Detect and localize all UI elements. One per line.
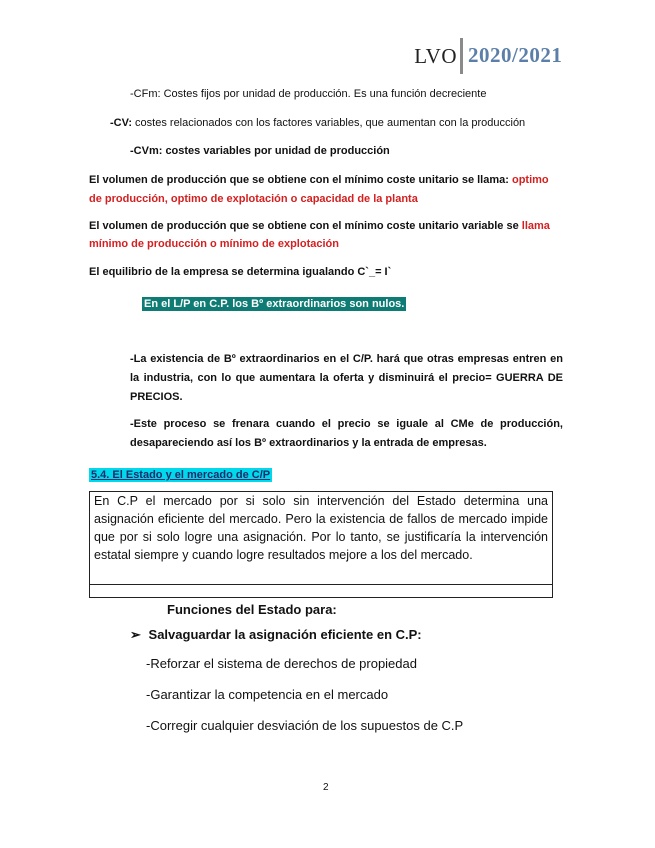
proceso-paragraph: -Este proceso se frenara cuando el precio se iguale al CMe de producción, desapareciendo así los Bº extraordinarios y la entrada de empresas.	[130, 418, 563, 449]
page-number: 2	[323, 782, 329, 793]
minimo-paragraph-line1	[89, 219, 550, 234]
functions-bullet-text: Salvaguardar la asignación eficiente en C.P:	[148, 627, 422, 642]
equilibrio-statement: El equilibrio de la empresa se determina igualando C`_= I`	[89, 266, 392, 278]
header-author: LVO	[414, 44, 457, 68]
optimo-paragraph-line1	[89, 173, 549, 188]
optimo-term-start: optimo	[511, 174, 549, 186]
section-heading	[89, 465, 272, 483]
minimo-term-start: llama	[521, 220, 550, 232]
intervention-box-text: En C.P el mercado por si solo sin intervención del Estado determina una asignación eficiente del mercado. Pero la existencia de fallos de mercado impide que por si solo logre una asignación. Por lo tanto, se justificaría la intervención estatal siempre y cuando logre resultados mejore a los del mercado.	[94, 494, 548, 562]
cvm-definition: -CVm: costes variables por unidad de producción	[130, 145, 390, 157]
functions-title: Funciones del Estado para:	[167, 602, 337, 617]
function-item: -Corregir cualquier desviación de los supuestos de C.P	[146, 718, 464, 733]
existencia-paragraph: -La existencia de Bº extraordinarios en el C/P. hará que otras empresas entren en la industria, con lo que aumentara la oferta y disminuirá el precio= GUERRA DE PRECIOS.	[130, 353, 563, 403]
intervention-box-divider	[89, 584, 553, 585]
functions-bullet	[130, 627, 422, 643]
long-run-highlight-text: En el L/P en C.P. los Bº extraordinarios son nulos.	[144, 298, 405, 310]
minimo-term-rest: mínimo de producción o mínimo de explotación	[89, 238, 339, 250]
header-separator	[460, 38, 463, 74]
header-year: 2020/2021	[468, 43, 563, 67]
arrow-bullet-icon: ➢	[130, 627, 141, 642]
cfm-definition: -CFm: Costes fijos por unidad de producción. Es una función decreciente	[130, 88, 487, 100]
function-item: -Reforzar el sistema de derechos de propiedad	[146, 656, 417, 671]
cv-text: costes relacionados con los factores variables, que aumentan con la producción	[132, 117, 526, 129]
section-heading-text: 5.4. El Estado y el mercado de C/P	[91, 469, 271, 481]
optimo-term-rest: de producción, optimo de explotación o capacidad de la planta	[89, 193, 418, 205]
optimo-prefix: El volumen de producción que se obtiene con el mínimo coste unitario se llama:	[89, 174, 509, 186]
long-run-highlight	[142, 294, 406, 312]
minimo-prefix: El volumen de producción que se obtiene con el mínimo coste unitario variable se	[89, 220, 519, 232]
cv-label: -CV:	[110, 117, 132, 129]
cv-definition	[110, 116, 525, 131]
function-item: -Garantizar la competencia en el mercado	[146, 687, 389, 702]
